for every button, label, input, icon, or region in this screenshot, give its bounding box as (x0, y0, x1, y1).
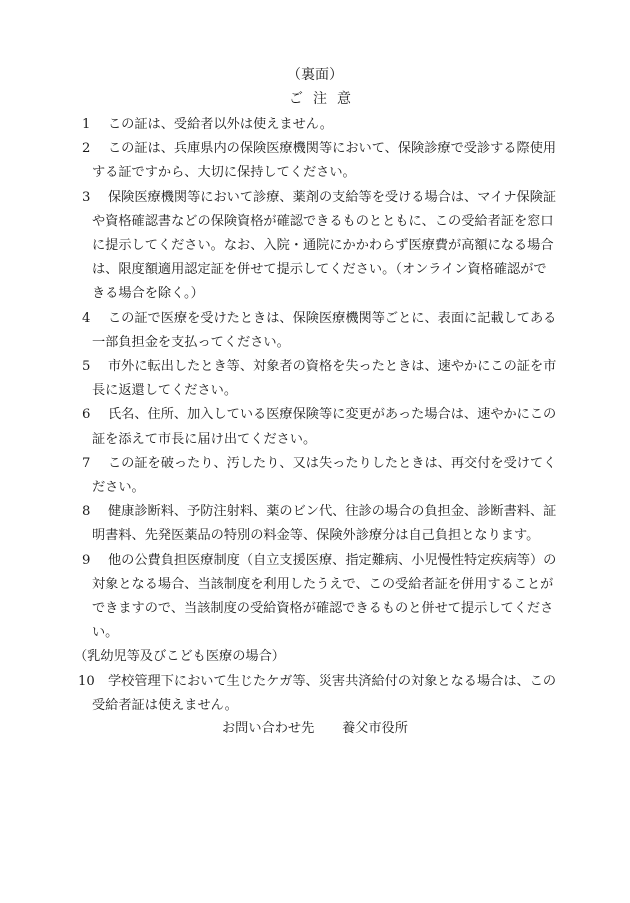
notice-item-1 (82, 113, 558, 137)
notice-title: ご注意 (289, 91, 361, 107)
notice-number: 4 (82, 310, 91, 326)
notice-text: この証は、受給者以外は使えません。 (108, 117, 333, 132)
notice-item-8 (82, 500, 558, 548)
notice-number: 3 (82, 189, 91, 205)
notice-number: 8 (82, 504, 91, 520)
notice-item-7 (82, 452, 558, 500)
notice-number: 9 (82, 552, 91, 568)
notice-text: この証を破ったり、汚したり、又は失ったりしたときは、再交付を受けてください。 (92, 455, 557, 496)
notice-item-4 (82, 307, 558, 355)
notice-number: 7 (82, 455, 91, 471)
notice-item-10 (78, 670, 558, 718)
notice-text: 市外に転出したとき等、対象者の資格を失ったときは、速やかにこの証を市長に返還してください。 (92, 359, 557, 399)
notice-number: 2 (82, 141, 91, 157)
notice-item-6 (82, 403, 558, 451)
notice-text: 他の公費負担医療制度（自立支援医療、指定難病、小児慢性特定疾病等）の対象となる場合、当該制度を利用したうえで、この受給者証を併用することができますので、当該制度の受給資格が確認できるものと併せて提示してください。 (92, 552, 557, 641)
notice-text: 保険医療機関等において診療、薬剤の支給等を受ける場合は、マイナ保険証や資格確認書などの保険資格が確認できるものとともに、この受給者証を窓口に提示してください。なお、入院・通院にかかわらず医療費が高額になる場合は、限度額適用認定証を併せて提示してください。（オンライン資格確認ができる場合を除く。） (92, 189, 557, 302)
notice-text: 健康診断料、予防注射料、薬のビン代、往診の場合の負担金、診断書料、証明書料、先発医薬品の特別の料金等、保険外診療分は自己負担となります。 (92, 504, 557, 544)
notice-item-5 (82, 355, 558, 403)
notice-text: この証で医療を受けたときは、保険医療機関等ごとに、表面に記載してある一部負担金を支払ってください。 (92, 310, 557, 350)
notice-text: この証は、兵庫県内の保険医療機関等において、保険診療で受診する際使用する証ですから、大切に保持してください。 (92, 141, 557, 181)
contact-label: お問い合わせ先 (222, 721, 315, 736)
section-label-infant-child-medical: （乳幼児等及びこども医療の場合） (74, 649, 285, 665)
notice-number: 1 (82, 117, 91, 132)
notice-number: 6 (82, 407, 91, 423)
notice-number: 5 (82, 359, 91, 375)
contact-office: 養父市役所 (342, 721, 408, 736)
notice-text: 氏名、住所、加入している医療保険等に変更があった場合は、速やかにこの証を添えて市長に届け出てください。 (92, 407, 557, 447)
notice-item-2 (82, 137, 558, 185)
notice-list (74, 113, 558, 718)
notice-item-3 (82, 186, 558, 307)
notice-number: 10 (78, 673, 95, 689)
notice-text: 学校管理下において生じたケガ等、災害共済給付の対象となる場合は、この受給者証は使えません。 (92, 673, 557, 713)
back-side-label: （裏面） (287, 67, 343, 83)
notice-item-9 (82, 549, 558, 646)
